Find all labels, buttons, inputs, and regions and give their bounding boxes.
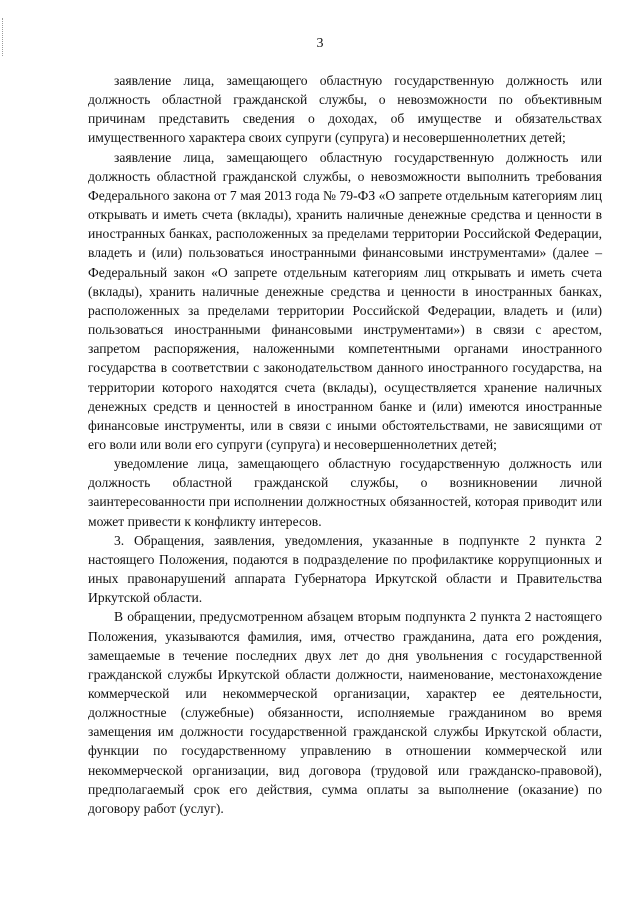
paragraph-appeal-contents: В обращении, предусмотренном абзацем вторым подпункта 2 пункта 2 настоящего Положения, указываются фамилия, имя, отчество гражданина, дата его рождения, замещаемые в течение последних двух лет до дня увольнения с государственной гражданской службы Иркутской области должности, наименование, местонахождение коммерческой или некоммерческой организации, характер ее деятельности, должностные (служебные) обязанности, исполняемые гражданином во время замещения им должности государственной гражданской службы Иркутской области, функции по государственному управлению в отношении коммерческой или некоммерческой организации, вид договора (трудовой или гражданско-правовой), предполагаемый срок его действия, сумма оплаты за выполнение (оказание) по договору работ (услуг). (88, 609, 602, 816)
paragraph-notice-conflict-of-interest: уведомление лица, замещающего областную государственную должность или должность областной гражданской службы, о возникновении личной заинтересованности при исполнении должностных обязанностей, которая приводит или может привести к конфликту интересов. (88, 456, 602, 529)
page-number: 3 (316, 36, 324, 51)
paragraph-statement-income: заявление лица, замещающего областную государственную должность или должность областной гражданской службы, о невозможности по объективным причинам представить сведения о доходах, об имуществе и обязательствах имущественного характера своих супруги (супруга) и несовершеннолетних детей; (88, 73, 602, 146)
paragraph-statement-foreign-accounts: заявление лица, замещающего областную государственную должность или должность областной гражданской службы, о невозможности выполнить требования Федерального закона от 7 мая 2013 года № 79-ФЗ «О запрете отдельным категориям лиц открывать и иметь счета (вклады), хранить наличные денежные средства и ценности в иностранных банках, расположенных за пределами территории Российской Федерации, владеть и (или) пользоваться иностранными финансовыми инструментами» (далее – Федеральный закон «О запрете отдельным категориям лиц открывать и иметь счета (вклады), хранить наличные денежные средства и ценности в иностранных банках, расположенных за пределами территории Российской Федерации, владеть и (или) пользоваться иностранными финансовыми инструментами») в связи с арестом, запретом распоряжения, наложенными компетентными органами иностранного государства в соответствии с законодательством данного иностранного государства, на территории которого находятся счета (вклады), осуществляется хранение наличных денежных средств и ценностей в иностранном банке и (или) имеются иностранные финансовые инструменты, или в связи с иными обстоятельствами, не зависящими от его воли или воли его супруги (супруга) и несовершеннолетних детей; (88, 149, 602, 452)
document-body (88, 71, 602, 818)
paragraph-clause-3: 3. Обращения, заявления, уведомления, указанные в подпункте 2 пункта 2 настоящего Положения, подаются в подразделение по профилактике коррупционных и иных правонарушений аппарата Губернатора Иркутской области и Правительства Иркутской области. (88, 532, 602, 606)
